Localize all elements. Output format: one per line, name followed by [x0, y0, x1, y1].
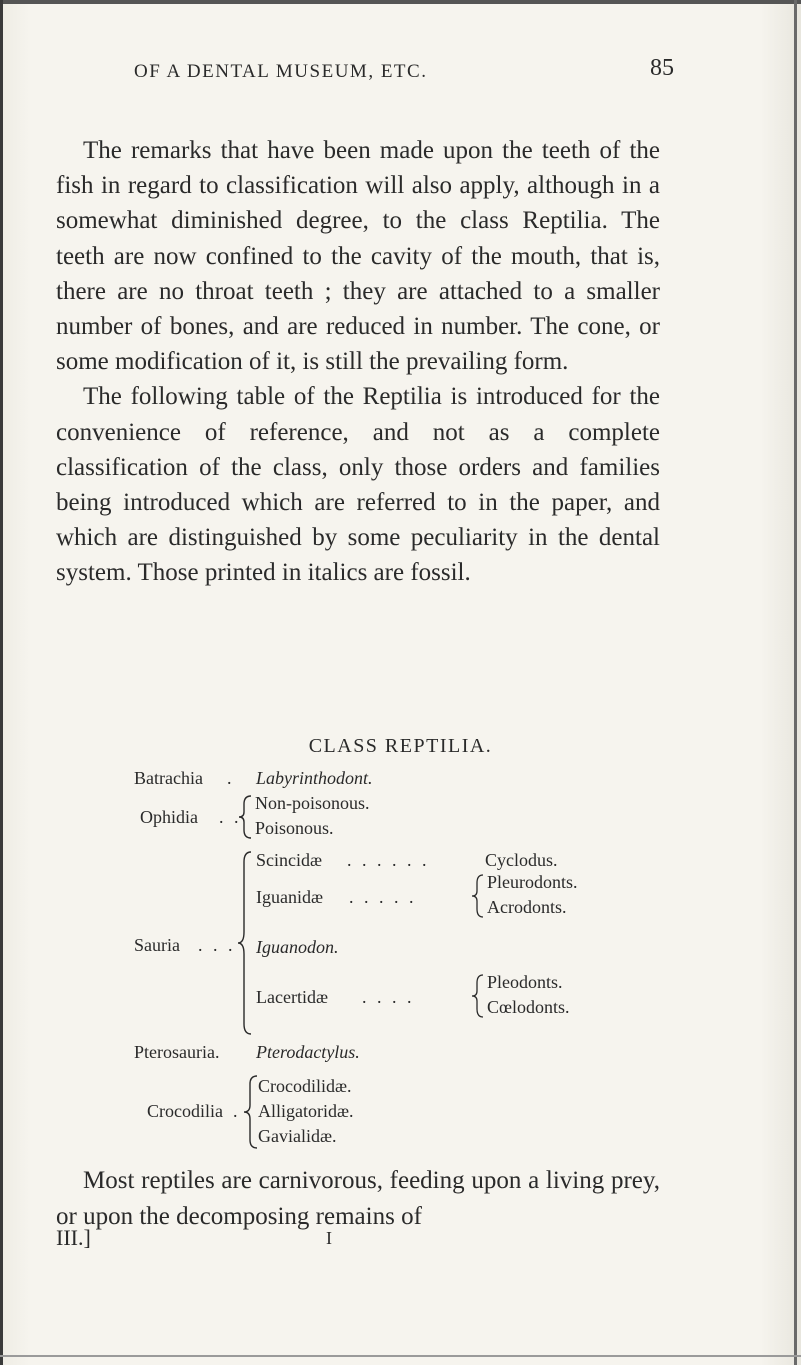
iguanidae-dots: . . . . . [349, 887, 417, 907]
order-pterosauria: Pterosauria. [134, 1042, 220, 1062]
family-scincidae: Scincidæ [256, 850, 322, 870]
family-gavialidae: Gavialidæ. [258, 1126, 337, 1146]
iguanidae-brace [471, 873, 485, 919]
group-pleodonts: Pleodonts. [487, 972, 563, 992]
family-lacertidae: Lacertidæ [256, 987, 328, 1007]
family-crocodilidae: Crocodilidæ. [258, 1076, 352, 1096]
sauria-brace [237, 850, 253, 1036]
ophidia-dots: . . [219, 807, 242, 827]
genus-pterodactylus: Pterodactylus. [256, 1042, 360, 1062]
crocodilia-dot: . [233, 1101, 238, 1121]
lacertidae-dots: . . . . [362, 987, 415, 1007]
family-alligatoridae: Alligatoridæ. [258, 1101, 354, 1121]
page-footer [56, 1225, 660, 1260]
sauria-dots: . . . [198, 935, 236, 955]
crocodilia-brace [243, 1074, 259, 1150]
group-pleurodonts: Pleurodonts. [487, 872, 578, 892]
group-coelodonts: Cœlodonts. [487, 997, 570, 1017]
member-poisonous: Poisonous. [255, 818, 334, 838]
member-non-poisonous: Non-poisonous. [255, 793, 370, 813]
paragraph-remarks: The remarks that have been made upon the teeth of the fish in regard to classification will also apply, although in a somewhat diminished degree, to the class Reptilia. The teeth are now confined to the cavity of the mouth, that is, there are no throat teeth ; they are attached to a smaller number of bones, and are reduced in number. The cone, or some modification of it, is still the prevailing form. [56, 137, 660, 376]
genus-iguanodon: Iguanodon. [256, 937, 339, 957]
page-number: 85 [650, 55, 674, 81]
gathering-mark: I [326, 1228, 332, 1248]
batrachia-dot: . [227, 768, 232, 788]
order-batrachia: Batrachia [134, 768, 203, 788]
closing-text [56, 1163, 660, 1234]
genus-cyclodus: Cyclodus. [485, 850, 558, 870]
ophidia-brace [238, 794, 254, 840]
paragraph-table-intro: The following table of the Reptilia is introduced for the convenience of reference, and not as a complete classification of the class, only those orders and families being introduced which are referred to in the paper, and which are distinguished by some peculiarity in the dental system. Those printed in italics are fossil. [56, 383, 660, 587]
running-head-title: OF A DENTAL MUSEUM, ETC. [134, 61, 428, 82]
signature-mark: III.] [56, 1225, 91, 1250]
member-labyrinthodont: Labyrinthodont. [256, 768, 373, 788]
paragraph-closing: Most reptiles are carnivorous, feeding upon a living prey, or upon the decomposing remains of [56, 1167, 660, 1230]
order-sauria: Sauria [134, 935, 180, 955]
lacertidae-brace [471, 973, 485, 1019]
table-title: CLASS REPTILIA. [308, 735, 493, 757]
group-acrodonts: Acrodonts. [487, 897, 567, 917]
order-ophidia: Ophidia [140, 807, 198, 827]
scincidae-dots: . . . . . . [347, 850, 430, 870]
family-iguanidae: Iguanidæ [256, 887, 323, 907]
order-crocodilia: Crocodilia [147, 1101, 223, 1121]
